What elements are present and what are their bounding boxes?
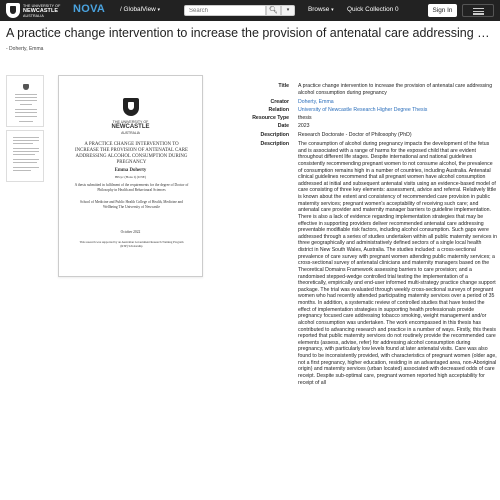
metadata-label: Title bbox=[278, 83, 289, 89]
collection-dropdown[interactable] bbox=[120, 6, 160, 13]
author-subtitle: - Doherty, Emma bbox=[6, 46, 44, 52]
metadata-label: Creator bbox=[270, 99, 289, 105]
thesis-cover-preview[interactable]: THE UNIVERSITY OF NEWCASTLE AUSTRALIA A PRACTICE CHANGE INTERVENTION TO INCREASE THE PROVISION OF ANTENATAL CARE ADDRESSING ALCOHOL CONSUMPTION DURING PREGNANCY Emma Doherty BPsyc (Hons I) (UNE) A thesis submitted in fulfilment of the requirements for the degree of Doctor of Philosophy in Health and Behavioural Sciences School of Medicine and Public Health College of Health, Medicine and Wellbeing The University of Newcastle October 2022 This research was supported by an Australian Government Research Training Program (RTP) Scholarship bbox=[58, 75, 203, 277]
metadata-label: Resource Type bbox=[252, 115, 289, 121]
hamburger-bar-icon bbox=[473, 8, 484, 9]
metadata-label: Description bbox=[260, 132, 289, 138]
cover-date: October 2022 bbox=[120, 230, 141, 234]
caret-down-icon: ▾ bbox=[157, 7, 161, 13]
cover-funding-note: This research was supported by an Australian Government Research Training Program (RTP) Scholarship bbox=[79, 240, 184, 248]
creator-link[interactable]: Doherty, Emma bbox=[298, 99, 334, 105]
sign-in-button[interactable]: Sign In bbox=[428, 4, 457, 17]
nova-brand-link[interactable]: NOVA bbox=[73, 3, 106, 15]
page-thumbnail-1[interactable] bbox=[6, 75, 44, 127]
relation-link[interactable]: University of Newcastle Research Higher Degree Thesis bbox=[298, 107, 428, 113]
hamburger-bar-icon bbox=[473, 11, 484, 12]
browse-menu[interactable] bbox=[308, 6, 334, 13]
top-navbar bbox=[0, 0, 500, 21]
metadata-value: Research Doctorate - Doctor of Philosophy (PhD) bbox=[298, 132, 412, 138]
cover-title: A PRACTICE CHANGE INTERVENTION TO INCREASE THE PROVISION OF ANTENATAL CARE ADDRESSING ALCOHOL CONSUMPTION DURING PREGNANCY bbox=[74, 142, 189, 165]
caret-down-icon: ▾ bbox=[331, 7, 334, 13]
search-icon: 🔍︎ bbox=[269, 7, 278, 14]
cover-qualifications: BPsyc (Hons I) (UNE) bbox=[115, 175, 146, 179]
description-abstract: The consumption of alcohol during pregnancy impacts the development of the fetus and is associated with a range of harms for the exposed child that are evident throughout different life stages. Despite international and national guidelines consistently recommending pregnant women to not consume alcohol, the prevalence of consumption remains high in a number of countries, including Australia. Antenatal clinical guidelines recommend that all pregnant women have alcohol consumption addressed at initial and subsequent antenatal visits using an evidence-based model of care consisting of three key elements: assessment, advice and referral. Relatively little is known about the extent and consistency of recommended care provision in public maternity services; pregnant women's acceptability of receiving such care; and antenatal care provider and maternity manager barriers to guideline implementation. There is also a lack of evidence regarding implementation strategies that may be effective in supporting providers deliver recommended antenatal care addressing preventable modifiable risk factors, including alcohol consumption. Such gaps were addressed through a series of studies undertaken within all public maternity services in three geographically and administratively defined sectors of a single local health district in New South Wales, Australia. The studies included: a cross-sectional prevalence of care survey with pregnant women attending public maternity services; a cross-sectional survey of antenatal clinicians and maternity managers based on the Theoretical Domains Framework assessing barriers to care provision; and a randomised stepped-wedge controlled trial testing the implementation of a theoretically, empirically and end-user informed multi-strategy practice change support package. The trial was evaluated through weekly cross-sectional surveys of pregnant women who had recently attended participating maternity services over a period of 35 months. In addition, a systematic review of controlled studies that have tested the effect of implementation strategies in supporting health professionals provide pregnancy focused care addressing tobacco smoking, weight management and/or alcohol consumption was undertaken. The work encompassed in this thesis has contributed to advancing research and practice in a number of ways. Firstly, this thesis reported that public maternity services do not routinely provide the recommended care elements (assess, advise, refer) for addressing alcohol consumption during pregnancy, with particularly low levels found at later antenatal visits. Care was also found to be inconsistently provided, with characteristics of pregnant women (older age, not a first pregnancy, higher education, residing in an advantaged area, non-Aboriginal origin) and maternity services (urban located) associated with decreased odds of care receipt. Despite sub-optimal care, pregnant women reported high acceptability for receipt of all bbox=[298, 141, 497, 386]
crest-icon bbox=[23, 84, 29, 90]
metadata-label: Date bbox=[277, 123, 289, 129]
search-input[interactable] bbox=[184, 5, 266, 16]
metadata-value: A practice change intervention to increase the provision of antenatal care addressing alcohol consumption during pregnancy bbox=[298, 83, 493, 96]
hamburger-menu-button[interactable] bbox=[462, 4, 494, 17]
browse-label: Browse bbox=[308, 6, 330, 13]
search-button[interactable] bbox=[266, 5, 281, 16]
cover-submission-statement: A thesis submitted in fulfilment of the requirements for the degree of Doctor of Philosophy in Health and Behavioural Sciences bbox=[74, 183, 189, 192]
hamburger-bar-icon bbox=[473, 13, 484, 14]
cover-affiliation: School of Medicine and Public Health College of Health, Medicine and Wellbeing The University of Newcastle bbox=[80, 200, 183, 209]
university-crest-icon bbox=[6, 3, 20, 18]
cover-author: Emma Doherty bbox=[114, 168, 147, 173]
collection-label: / GlobalView bbox=[120, 6, 156, 13]
university-crest-icon bbox=[123, 98, 139, 116]
metadata-row-title bbox=[205, 83, 495, 97]
metadata-value: thesis bbox=[298, 115, 312, 121]
metadata-label: Description bbox=[260, 141, 289, 147]
metadata-value: 2023 bbox=[298, 123, 310, 129]
search-options-button[interactable] bbox=[281, 5, 295, 16]
university-logo[interactable]: THE UNIVERSITY OF NEWCASTLE AUSTRALIA bbox=[6, 2, 66, 19]
quick-collection-link[interactable]: Quick Collection 0 bbox=[347, 6, 399, 13]
page-thumbnail-2[interactable] bbox=[6, 130, 44, 182]
metadata-label: Relation bbox=[268, 107, 289, 113]
caret-down-icon: ▾ bbox=[286, 7, 290, 13]
page-title: A practice change intervention to increase the provision of antenatal care addressing … bbox=[6, 26, 490, 40]
